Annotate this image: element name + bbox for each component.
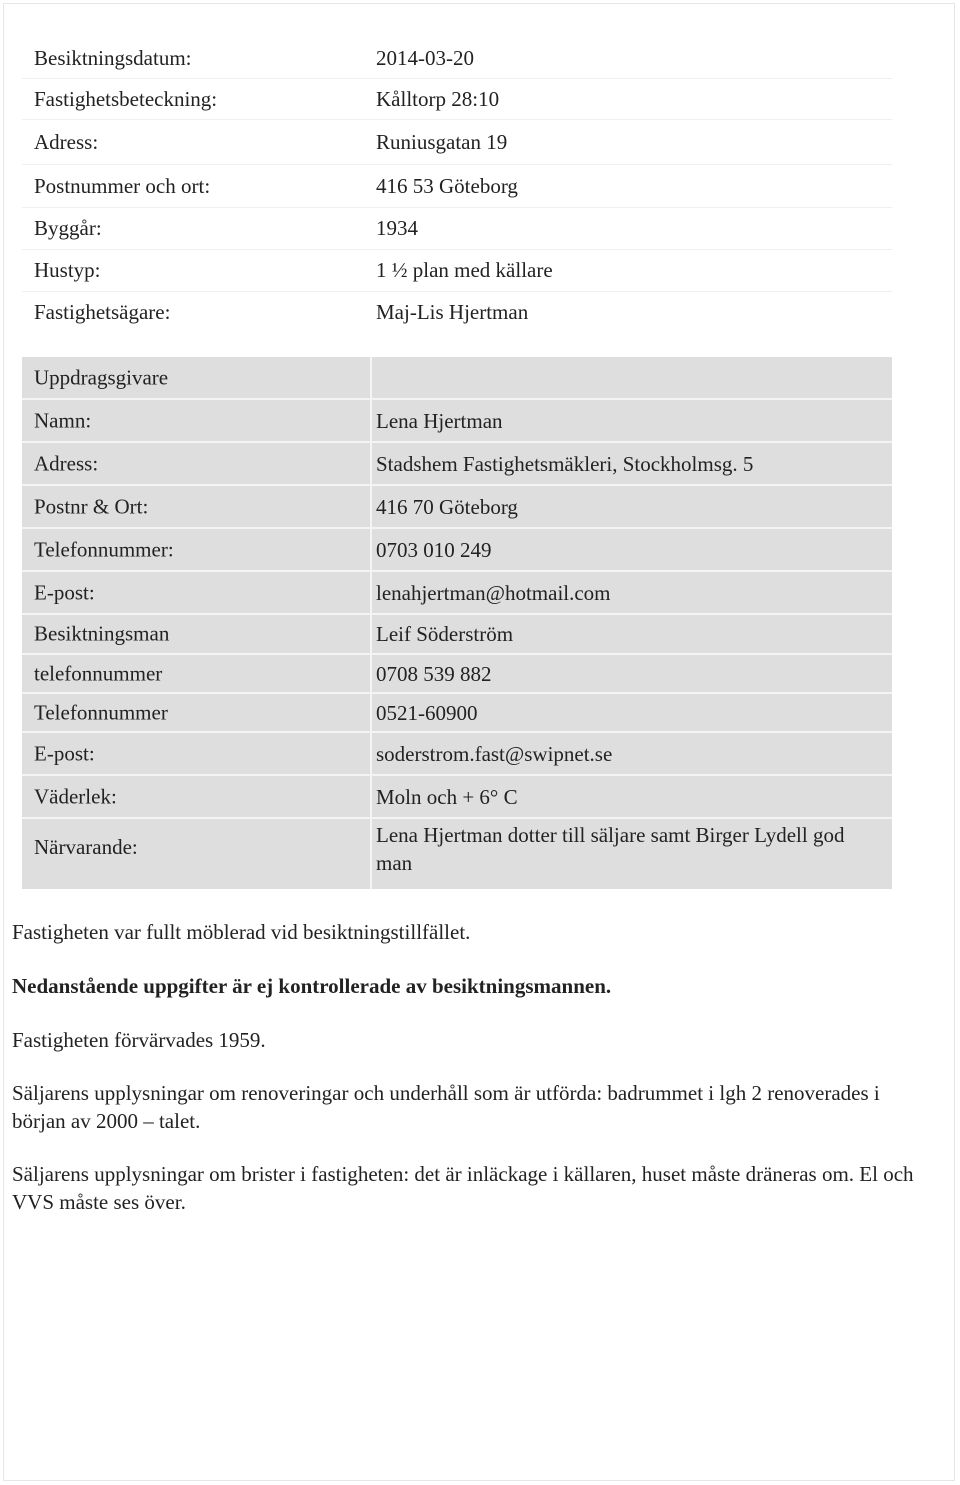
weather-label: Väderlek:	[34, 784, 117, 808]
inspector-mobile-row	[22, 655, 892, 694]
inspector-mobile-label: telefonnummer	[34, 661, 163, 685]
inspector-email-label: E-post:	[34, 741, 95, 765]
property-designation-value: Kålltorp 28:10	[376, 86, 500, 111]
postal-value: 416 53 Göteborg	[376, 173, 518, 198]
client-email-label: E-post:	[34, 580, 95, 604]
client-inspector-table	[22, 357, 892, 889]
client-phone-value: 0703 010 249	[376, 537, 492, 562]
client-postal-row	[22, 486, 892, 529]
row-owner	[22, 292, 892, 333]
row-postal	[22, 165, 892, 208]
furnished-note: Fastigheten var fullt möblerad vid besiktningstillfället.	[12, 920, 471, 944]
owner-value: Maj-Lis Hjertman	[376, 300, 529, 324]
inspector-value: Leif Söderström	[376, 622, 514, 646]
present-label: Närvarande:	[34, 835, 138, 859]
owner-label: Fastighetsägare:	[34, 300, 171, 324]
weather-value: Moln och + 6° C	[376, 784, 518, 809]
client-email-row	[22, 572, 892, 615]
client-email-value: lenahjertman@hotmail.com	[376, 580, 611, 605]
row-address	[22, 120, 892, 165]
disclaimer-note: Nedanstående uppgifter är ej kontrollerade av besiktningsmannen.	[12, 974, 612, 998]
client-address-label: Adress:	[34, 451, 99, 475]
inspection-date-label: Besiktningsdatum:	[34, 45, 192, 70]
client-postal-label: Postnr & Ort:	[34, 494, 149, 518]
client-address-value: Stadshem Fastighetsmäkleri, Stockholmsg. 5	[376, 451, 754, 476]
client-heading: Uppdragsgivare	[34, 365, 169, 389]
property-info-table	[22, 38, 892, 333]
inspector-label: Besiktningsman	[34, 621, 170, 646]
inspector-phone-label: Telefonnummer	[34, 700, 168, 724]
inspector-row	[22, 615, 892, 655]
client-name-value: Lena Hjertman	[376, 408, 503, 433]
present-row	[22, 819, 892, 889]
client-postal-value: 416 70 Göteborg	[376, 494, 518, 519]
house-type-value: 1 ½ plan med källare	[376, 258, 553, 282]
client-name-row	[22, 400, 892, 443]
build-year-label: Byggår:	[34, 216, 102, 240]
client-heading-row	[22, 357, 892, 400]
row-property-designation	[22, 79, 892, 120]
inspection-date-value: 2014-03-20	[376, 45, 474, 70]
renovations-note: Säljarens upplysningar om renoveringar och underhåll som är utförda: badrummet i lgh 2 renoverades i början av 2000 – talet.	[12, 1081, 880, 1133]
row-inspection-date	[22, 38, 892, 79]
inspector-email-value: soderstrom.fast@swipnet.se	[376, 741, 613, 766]
present-value: Lena Hjertman dotter till säljare samt Birger Lydell god man	[376, 823, 845, 875]
inspector-mobile-value: 0708 539 882	[376, 661, 492, 686]
client-name-label: Namn:	[34, 408, 92, 432]
client-phone-row	[22, 529, 892, 572]
house-type-label: Hustyp:	[34, 258, 101, 282]
defects-note: Säljarens upplysningar om brister i fastigheten: det är inläckage i källaren, huset måste dräneras om. El och VVS måste ses över.	[12, 1162, 914, 1214]
client-address-row	[22, 443, 892, 486]
acquired-note: Fastigheten förvärvades 1959.	[12, 1028, 266, 1052]
inspector-phone-row	[22, 694, 892, 733]
postal-label: Postnummer och ort:	[34, 173, 211, 198]
address-value: Runiusgatan 19	[376, 129, 508, 154]
inspector-email-row	[22, 733, 892, 776]
address-label: Adress:	[34, 129, 99, 154]
build-year-value: 1934	[376, 216, 418, 240]
property-designation-label: Fastighetsbeteckning:	[34, 86, 218, 111]
weather-row	[22, 776, 892, 819]
row-house-type	[22, 250, 892, 292]
inspector-phone-value: 0521-60900	[376, 700, 478, 725]
client-phone-label: Telefonnummer:	[34, 537, 174, 561]
row-build-year	[22, 208, 892, 250]
